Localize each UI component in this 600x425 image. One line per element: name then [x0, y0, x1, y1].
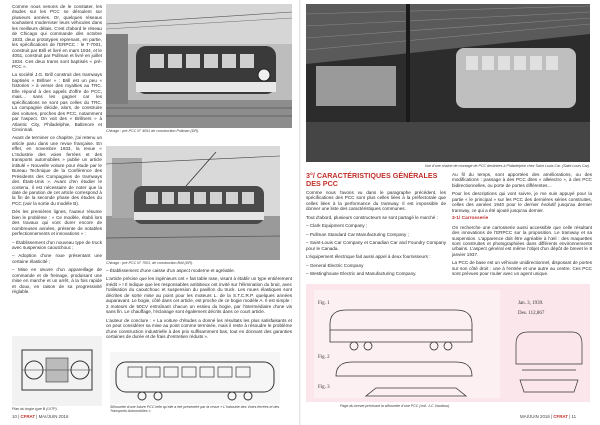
fig-label-1: Fig. 1: [318, 301, 330, 306]
left-col2-paragraph: L'auteur de conclure : « La voiture d'études a donné les résultats les plus satisfaisants et on peut considérer sa mise au point comme terminée, mais il reste à résoudre le problème d'une construction industrielle à des prix suffisamment bas, tout en donnant des garanties certaines de durée et de frais d'entretien réduits ».: [106, 317, 292, 339]
section-title: 3°/ CARACTÉRISTIQUES GÉNÉRALES DES PCC: [306, 171, 438, 188]
right-page-number: 11: [571, 414, 577, 419]
pcc-silhouette-drawing: [110, 352, 280, 404]
photo3-caption: Plan du bogie type B (UITP).: [12, 407, 58, 411]
patent-header: Jan. 3, 1939.: [518, 301, 544, 306]
left-col1-paragraph: Comme nous venons de le constater, les études sur les PCC se déroulent sur plusieurs années. Or, quelques réseaux souhaitent moderniser leurs véhicules dans les meilleurs délais. C'est d'abord le réseau de Chicago qui commande dès octobre 1933, deux prototypes reprenant, en partie, les spécifications de l'ERPCC : le T-7001, construit par Brill et livré en mars 1934, et le 4051, construit par Pullman et livré en juillet 1934. Ces deux trams sont baptisés « pré-PCC ».: [12, 4, 102, 69]
photo-pre-pcc-4051: [106, 4, 292, 128]
fig-label-2: Fig. 2: [318, 355, 330, 360]
photo1-caption: Chicago : pré-PCC N° 4051 de construction Pullman (DR).: [106, 129, 200, 133]
left-footer: 10 | CFRAT | MAI/JUIN 2016: [12, 414, 69, 419]
photo4-caption: Silhouette d'une future PCC telle qu'elle a été présentée par la revue « L'Industrie des Voies ferrées et des Transports Automobiles ».: [110, 405, 280, 414]
left-col1-text: [12, 4, 102, 386]
right-col1-paragraph: Comme nous l'avons vu dans le paragraphe précédent, les spécifications des PCC sont plus celles liées à la préfectorale que celles liées à la performance du tramway. Il est impossible de donner une liste des caractéristiques communes.: [306, 190, 446, 212]
left-col2-paragraph: – Établissement d'une caisse d'un aspect moderne et agréable.: [106, 268, 235, 273]
patent-number: Des. 112,867: [518, 311, 545, 316]
left-issue-date: MAI/JUIN 2016: [38, 414, 69, 419]
photo-pre-pcc-7001: [106, 146, 280, 260]
patent-drawing: [306, 284, 590, 402]
page-gutter: [299, 0, 301, 425]
right-col2-text: [452, 172, 592, 284]
left-col1-paragraph: – Mise en œuvre d'un appareillage de commande et de freinage, produisant une mise en marche et un arrêt, à la fois rapide et doux, en raison de sa progressivité réglable.: [12, 267, 102, 295]
right-col1-paragraph: – Westinghouse Electric and Manufacturing Company.: [306, 270, 417, 276]
photo-pre-pcc-7001-image: [106, 146, 280, 260]
right-col1-paragraph: – Pullman Standard Car Manufacturing Company ;: [306, 231, 409, 237]
photo-pre-pcc-4051-image: [106, 4, 292, 128]
fig-label-3: Fig. 3: [318, 385, 330, 390]
photo-assembly-line-image: [306, 4, 590, 162]
right-footer: MAI/JUIN 2016 | CFRAT | 11: [520, 414, 577, 419]
right-col2b-paragraph: On recherche une carrosserie aussi accessible que celle résultant des innovations de l'ERPCC sur la proposition. Le tramway et sa suspension. L'apparence doit être agréable à l'œil : des maquettes sont construites et photographiées dans différents environnements urbains. L'aspect général est même l'objet d'un dépôt de brevet le 8 janvier 1937.: [452, 224, 592, 257]
right-col2-paragraph: Pour les descriptions qui vont suivre, je me suis appuyé pour la partie « le principal » sur les PCC des dernières séries construites, celles des années 1940 pour le dernier évolutif jusqu'au dernier tramway, ce qui a été ajouté jusqu'au dernier.: [452, 191, 592, 213]
assembly-photo-caption: Vue d'une chaîne de montage de PCC destinées à Philadelphie chez Saint Louis Car. (Saint Louis Car).: [424, 164, 590, 168]
left-col1-paragraph: Avant de terminer ce chapitre, j'ai retenu un article paru dans une revue française. En effet, en novembre 1933, la revue « L'Industrie des voies ferrées et des transports automobiles » publie un article intitulé « Nouvelle voiture pour étude par le Bureau Technique de la Conférence des Présidents des Compagnies de tramways des États-Unis ». Avant d'en étudier le contenu, il est nécessaire de noter que la date de parution de cet article correspond à la fin de la seconde phase des études du PCC (voir la sortie du modèle B).: [12, 135, 102, 206]
right-col2b-paragraph: La PCC de base est un véhicule unidirectionnel, disposant de portes sur son côté droit : une à l'entrée et une autre au centre. Ces PCC sont prévues pour rouler avec un agent unique.: [452, 260, 592, 277]
pcc-silhouette-image: [110, 352, 280, 404]
left-col1-paragraph: – Adoption d'une roue présentant une certaine élasticité ;: [12, 253, 102, 264]
left-col2-text: [106, 268, 292, 350]
right-magazine-name: CFRAT: [553, 414, 568, 419]
right-col2-paragraph: Au fil du temps, sont apportées des améliorations, ou des modifications : passage à des PCC dites « allelectro », à des PCC bidirectionnelles, ou porte de portes différentes…: [452, 172, 592, 188]
subsection-title: 3-1/ Carrosserie: [452, 216, 489, 222]
left-col1-paragraph: La société J.G. Brill construit des tramways baptisés « Brillner » : Brill est un peu « historien » à verser des royalties au TRC. Elle répond à des appels d'offre de PCC, mais… sans les gagner car les spécifications ne sont pas celles du TRC. La compagnie décide, alors, de construire des voitures, proches des PCC, notamment par l'aspect. On voit des « Brillners » à Atlantic City, Philadelphie, Baltimore et Cincinnati.: [12, 72, 102, 132]
right-col1-paragraph: Tout d'abord, plusieurs constructeurs se sont partagé le marché :: [306, 214, 438, 220]
left-col2-paragraph: L'article précise que les ingénieurs ont « fait table rase, visant à établir un type entièrement inédit » ! Il indique que les responsables ambitieux ont invité sur l'élimination du bruit, avec l'utilisation du caoutchouc et suspension du pavillon du truck. Les roues élastiques sont décrites de sorte mise au point pour les moteurs L. de la S.T.C.R.P. quelques années auparavant. Le bogie, côté dans cet article, est proche de ce bogie modèle A. Il est simple : 2 moteurs de 50CV entraînant chacun un essieu du bogie, par l'intermédiaire d'une vis sans fin. Le chauffage, l'éclairage sont également décrits dans ce court article.: [106, 276, 292, 315]
left-col1-paragraph: – Établissement d'un nouveau type de truck avec suspension caoutchouc ;: [12, 239, 102, 251]
right-col1-text: [306, 190, 446, 286]
right-col1-paragraph: – General Electric Company: [306, 262, 364, 268]
photo-assembly-line: [306, 4, 590, 162]
patent-caption: Page du brevet précisant la silhouette d'une PCC (coll. J-C Vaudrou).: [340, 404, 451, 408]
right-col1-paragraph: – Saint-Louis Car Company et Canadian Car and Foundry Company pour le Canada.: [306, 240, 446, 251]
bogie-plan-drawing: [12, 336, 102, 406]
right-issue-date: MAI/JUIN 2016: [520, 414, 550, 419]
right-col1-paragraph: L'équipement électrique fait aussi appel à deux fournisseurs :: [306, 254, 431, 260]
right-col1-paragraph: – Clark Equipment Company ;: [306, 223, 368, 229]
photo2-caption: Chicago : pré-PCC N° 7001, de construction Brill (DR).: [106, 261, 194, 265]
bogie-plan-image: [12, 336, 102, 406]
left-page-number: 10: [12, 414, 17, 419]
patent-drawing-image: [306, 284, 590, 402]
left-col1-paragraph: Dès les premières lignes, l'auteur résume bien le problème : « Ce modèle, établi lors des travaux qui vont durer encore de nombreuses années, présente de notables perfectionnements et innovations » :: [12, 209, 102, 237]
left-magazine-name: CFRAT: [20, 414, 36, 419]
